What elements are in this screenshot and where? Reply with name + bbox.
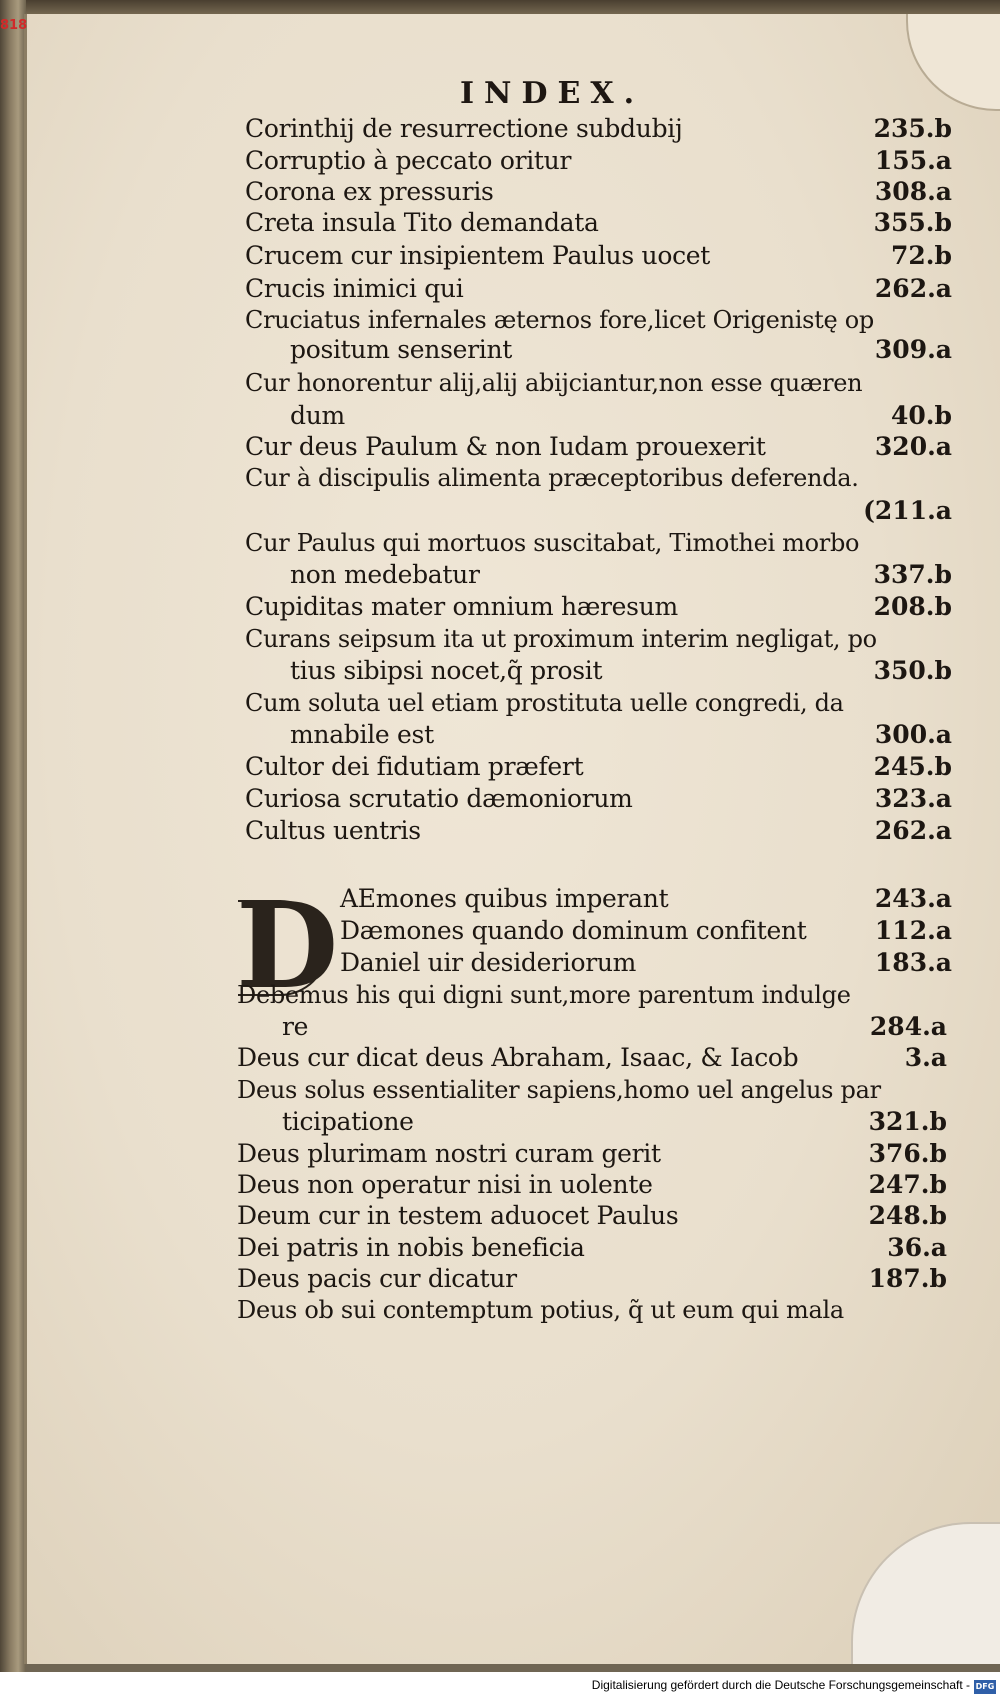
index-entry-text: non medebatur [290,560,480,589]
index-entry-ref: 235.b [873,114,952,143]
index-entry-text: Corruptio à peccato oritur [245,146,572,175]
index-entry-text: Cur Paulus qui mortuos suscitabat, Timothei morbo [245,529,860,557]
index-entry-ref: 308.a [874,177,952,206]
index-entry-text: Cur à discipulis alimenta præceptoribus deferenda. [245,464,859,492]
index-entry-ref: 284.a [869,1012,947,1041]
index-entry-text: Debemus his qui digni sunt,more parentum indulge [237,981,851,1009]
index-entry-ref: 309.a [874,335,952,364]
index-entry-text: Deus solus essentialiter sapiens,homo uel angelus par [237,1076,881,1104]
index-entry-text: Cultus uentris [245,816,421,845]
page-number: 818 [0,18,28,33]
index-entry-text: Creta insula Tito demandata [245,208,599,237]
index-entry-text: dum [290,401,345,430]
index-entry-text: Corinthij de resurrectione subdubij [245,114,683,143]
footer-text: Digitalisierung gefördert durch die Deutsche Forschungsgemeinschaft - [591,1678,970,1692]
index-entry-text: Deus ob sui contemptum potius, q̃ ut eum qui mala [237,1296,844,1324]
index-entry-text: Cupiditas mater omnium hæresum [245,592,678,621]
index-entry-text: Cruciatus infernales æternos fore,licet Origenistę op [245,306,874,334]
index-entry-text: Deum cur in testem aduocet Paulus [237,1201,679,1230]
index-entry-text: AEmones quibus imperant [340,884,669,913]
index-entry-ref: 112.a [874,916,952,945]
index-entry-text: Crucis inimici qui [245,274,464,303]
index-entry-ref: 183.a [874,948,952,977]
index-entry-ref: 350.b [873,656,952,685]
index-entry-ref: 376.b [868,1139,947,1168]
index-entry-ref: 262.a [874,274,952,303]
index-entry-text: Dæmones quando dominum confitent [340,916,807,945]
index-entry-ref: (211.a [863,496,952,525]
index-entry-ref: 323.a [874,784,952,813]
index-entry-text: positum senserint [290,335,513,364]
index-entry-text: Curiosa scrutatio dæmoniorum [245,784,633,813]
index-entry-ref: 262.a [874,816,952,845]
index-entry-text: Deus plurimam nostri curam gerit [237,1139,661,1168]
index-entry-ref: 72.b [891,241,952,270]
index-entry-text: Deus cur dicat deus Abraham, Isaac, & Iacob [237,1043,799,1072]
initial-letter: D [236,876,339,1015]
index-entry-ref: 245.b [873,752,952,781]
index-entry-ref: 247.b [868,1170,947,1199]
index-entry-ref: 40.b [891,401,952,430]
index-entry-ref: 208.b [873,592,952,621]
index-entry-text: ticipatione [282,1107,414,1136]
index-entry-text: Corona ex pressuris [245,177,494,206]
index-entry-text: Deus pacis cur dicatur [237,1264,517,1293]
index-entry-text: Cur deus Paulum & non Iudam prouexerit [245,432,766,461]
index-entry-ref: 320.a [874,432,952,461]
index-entry-ref: 337.b [873,560,952,589]
dfg-logo: DFG [974,1680,996,1694]
index-entry-ref: 3.a [904,1043,947,1072]
index-entry-text: mnabile est [290,720,434,749]
index-entry-ref: 187.b [868,1264,947,1293]
index-entry-ref: 248.b [868,1201,947,1230]
index-entry-ref: 355.b [873,208,952,237]
footer [0,1678,1000,1698]
index-entry-ref: 321.b [868,1107,947,1136]
index-entry-text: Cum soluta uel etiam prostituta uelle congredi, da [245,689,844,717]
index-entry-text: Curans seipsum ita ut proximum interim negligat, po [245,625,877,653]
index-entry-text: Cultor dei fidutiam præfert [245,752,584,781]
index-entry-text: Daniel uir desideriorum [340,948,637,977]
index-entry-text: Cur honorentur alij,alij abijciantur,non esse quæren [245,369,863,397]
index-entry-ref: 243.a [874,884,952,913]
index-entry-text: Dei patris in nobis beneficia [237,1233,585,1262]
page-header: INDEX. [460,76,645,111]
index-entry-text: Crucem cur insipientem Paulus uocet [245,241,711,270]
index-entry-ref: 300.a [874,720,952,749]
index-entry-text: tius sibipsi nocet,q̃ prosit [290,656,603,685]
index-entry-text: Deus non operatur nisi in uolente [237,1170,653,1199]
index-entry-ref: 155.a [874,146,952,175]
index-entry-text: re [282,1012,309,1041]
index-entry-ref: 36.a [887,1233,947,1262]
